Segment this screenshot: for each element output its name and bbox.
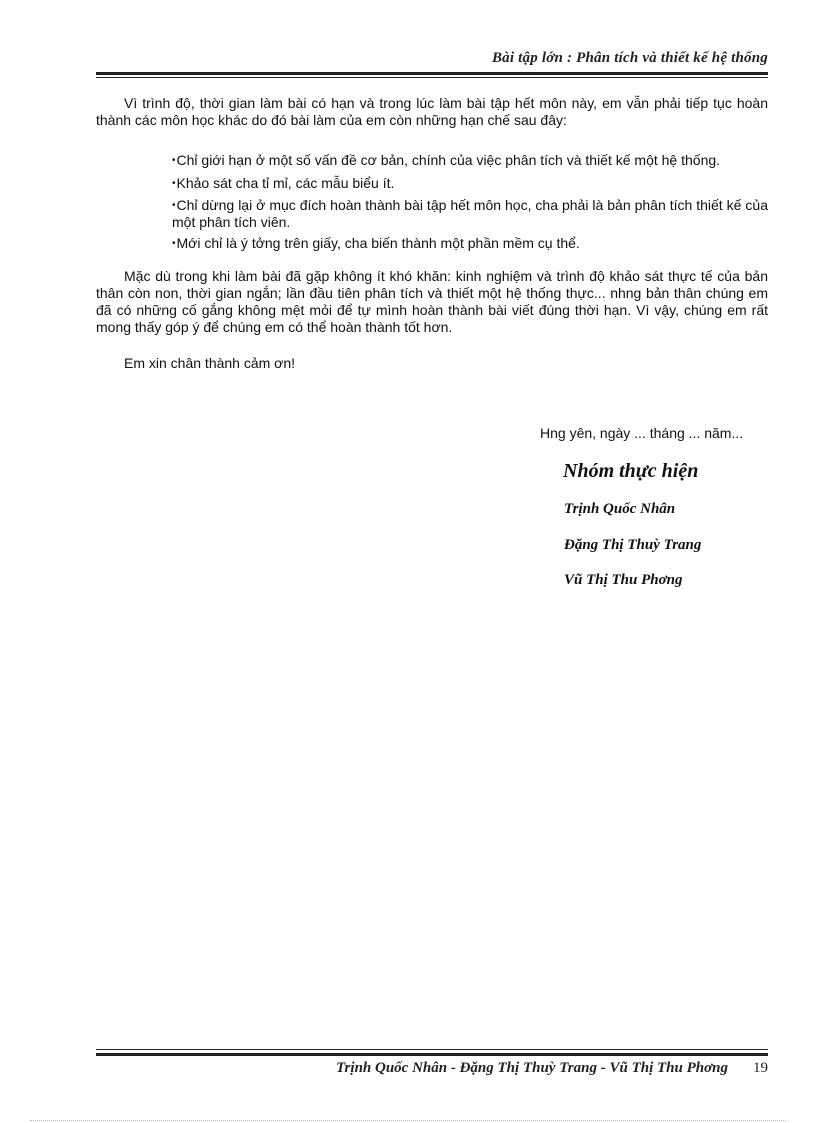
bullet-item-2: •Khảo sát cha tỉ mỉ, các mẫu biểu ít.	[172, 175, 395, 191]
page-number: 19	[753, 1060, 768, 1076]
header-rule-thin	[96, 77, 768, 78]
conclusion-text: Mặc dù trong khi làm bài đã gặp không ít khó khăn: kinh nghiệm và trình độ khảo sát thực tế của bản thân còn non, thời gian ngắn; lần đầu tiên phân tích và thiết một hệ thống thực... nhng bản thân chúng em đã có những cố gắng không mệt mỏi để tự mình hoàn thành bài viết đúng thời hạn. Vì vậy, chúng em rất mong thấy góp ý để chúng em có thể hoàn thành tốt hơn.	[96, 268, 768, 335]
member-name: Vũ Thị Thu Phơng	[564, 572, 683, 588]
header-title: Bài tập lớn : Phân tích và thiết kế hệ thống	[491, 50, 768, 66]
footer-rule-thin	[96, 1049, 768, 1050]
intro-paragraph	[96, 95, 768, 129]
bullet-icon: •	[172, 155, 176, 166]
member-name: Trịnh Quốc Nhân	[564, 501, 676, 517]
group-title: Nhóm thực hiện	[563, 460, 699, 482]
thanks-text: Em xin chân thành cảm ơn!	[124, 355, 296, 371]
bullet-icon: •	[172, 200, 176, 211]
date-line: Hng yên, ngày ... tháng ... năm...	[540, 425, 744, 441]
bullet-icon: •	[172, 178, 176, 189]
bullet-item-3: •Chỉ dừng lại ở mục đích hoàn thành bài tập hết môn học, cha phải là bản phân tích thiết kế của một phân tích viên.	[172, 197, 768, 230]
page-edge-dotted-line	[30, 1120, 786, 1121]
bullet-icon: •	[172, 238, 176, 249]
header-rule-thick	[96, 72, 768, 75]
conclusion-paragraph	[96, 268, 768, 336]
bullet-item-1: •Chỉ giới hạn ở một số vấn đề cơ bản, chính của việc phân tích và thiết kế một hệ thống.	[172, 152, 721, 168]
bullet-item-4: •Mới chỉ là ý tởng trên giấy, cha biến thành một phần mềm cụ thể.	[172, 235, 580, 251]
footer-rule-thick	[96, 1053, 768, 1056]
intro-text: Vì trình độ, thời gian làm bài có hạn và trong lúc làm bài tập hết môn này, em vẫn phải tiếp tục hoàn thành các môn học khác do đó bài làm của em còn những hạn chế sau đây:	[96, 95, 768, 128]
footer-authors: Trịnh Quốc Nhân - Đặng Thị Thuỳ Trang - Vũ Thị Thu Phơng	[335, 1060, 728, 1076]
member-name: Đặng Thị Thuỳ Trang	[564, 537, 702, 553]
thanks-paragraph	[96, 355, 768, 372]
